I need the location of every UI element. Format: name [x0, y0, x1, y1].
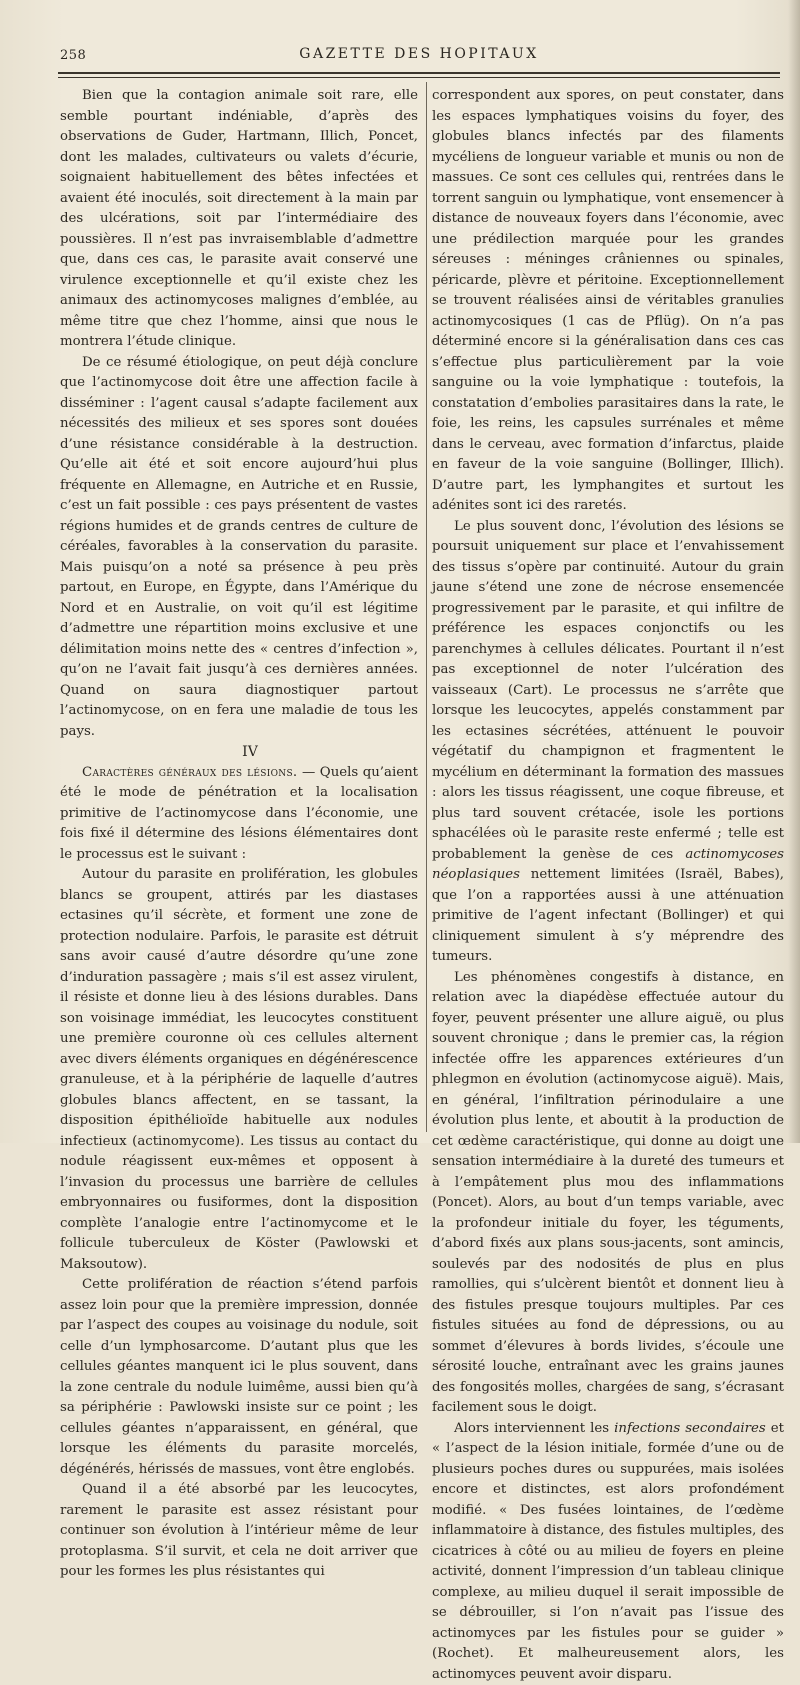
paragraph: Bien que la contagion animale soit rare, elle semble pourtant indéniable, d’après des observations de Guder, Hartmann, Illich, Poncet, dont les malades, cultivateurs ou valets d’écurie, soignaient habituellement des bêtes infectées et avaient été inoculés, soit directement à la main par des ulcérations, soit par l’intermédiaire des poussières. Il n’est pas invraisemblable d’admettre que, dans ces cas, le parasite avait conservé une virulence exceptionnelle et qu’il existe chez les animaux des actinomycoses malignes d’emblée, au même titre que chez l’homme, ainsi que nous le montrera l’étude clinique.	[60, 86, 418, 353]
paragraph-continued: correspondent aux spores, on peut constater, dans les espaces lymphatiques voisins du foyer, des globules blancs infectés par des filaments mycéliens de longueur variable et munis ou non de massues. Ce sont ces cellules qui, rentrées dans le torrent sanguin ou lymphatique, vont ensemencer à distance de nouveaux foyers dans l’économie, avec une prédilection marquée pour les grandes séreuses : méninges crâniennes ou spinales, péricarde, plèvre et péritoine. Exceptionnellement se trouvent réalisées ainsi de véritables granulies actinomycosiques (1 cas de Pflüg). On n’a pas déterminé encore si la généralisation dans ces cas s’effectue plus particulièrement par la voie sanguine ou la voie lymphatique : toutefois, la constatation d’embolies parasitaires dans la rate, le foie, les reins, les capsules surrénales et même dans le cerveau, avec formation d’infarctus, plaide en faveur de la voie sanguine (Bollinger, Illich). D’autre part, les lymphangites et surtout les adénites sont ici des raretés.	[432, 86, 784, 517]
paragraph: Les phénomènes congestifs à distance, en relation avec la diapédèse effectuée autour du foyer, peuvent présenter une allure aiguë, ou plus souvent chronique ; dans le premier cas, la région infectée offre les apparences extérieures d’un phlegmon en évolution (actinomycose aiguë). Mais, en général, l’infiltration périnodulaire a une évolution plus lente, et aboutit à la production de cet œdème caractéristique, qui donne au doigt une sensation intermédiaire à la dureté des tumeurs et à l’empâtement plus mou des inflammations (Poncet). Alors, au bout d’un temps variable, avec la profondeur initiale du foyer, les téguments, d’abord fixés aux plans sous-jacents, sont amincis, soulevés par des nodosités de plus en plus ramollies, qui s’ulcèrent bientôt et donnent lieu à des fistules presque toujours multiples. Par ces fistules situées au fond de dépressions, ou au sommet d’élevures à bords livides, s’écoule une sérosité louche, entraînant avec les grains jaunes des fongosités molles, chargées de sang, s’écrasant facilement sous le doigt.	[432, 968, 784, 1419]
journal-title: GAZETTE DES HOPITAUX	[58, 46, 780, 62]
text-run: nettement limitées (Israël, Babes), que l’on a rapportées aussi à une atténuation primitive de l’agent infectant (Bollinger) et qui cliniquement simulent à s’y méprendre des tumeurs.	[432, 867, 784, 964]
section-intro-text: — Quels qu’aient été le mode de pénétration et la localisation primitive de l’actinomycose dans l’économie, une fois fixé il détermine des lésions élémentaires dont le processus est le suivant :	[60, 765, 418, 862]
section-title: Caractères généraux des lésions.	[82, 765, 297, 780]
paragraph	[432, 517, 784, 968]
section-number: IV	[60, 742, 418, 763]
header-rule-thin	[58, 77, 780, 78]
page-header	[58, 44, 780, 68]
text-run: et « l’aspect de la lésion initiale, formée d’une ou de plusieurs poches dures ou suppurées, mais isolées encore et distinctes, est alors profondément modifié. « Des fusées lointaines, de l’œdème inflammatoire à distance, des fistules multiples, des cicatrices à côté ou au milieu de foyers en pleine activité, donnent l’impression d’un tableau clinique complexe, au milieu duquel il serait impossible de se débrouiller, si l’on n’avait pas l’issue des actinomyces par les fistules pour se guider » (Rochet). Et malheureusement alors, les actinomyces peuvent avoir disparu.	[432, 1421, 784, 1682]
section-heading-paragraph	[60, 763, 418, 866]
page-edge-shadow	[788, 0, 800, 1143]
page-number: 258	[60, 48, 86, 63]
right-column	[432, 86, 784, 1685]
italic-term: actinomycoses néoplasiques	[432, 847, 784, 883]
italic-term: infections secondaires	[614, 1421, 766, 1436]
header-rule-thick	[58, 72, 780, 74]
paragraph: Cette prolifération de réaction s’étend parfois assez loin pour que la première impression, donnée par l’aspect des coupes au voisinage du nodule, soit celle d’un lymphosarcome. D’autant plus que les cellules géantes manquent ici le plus souvent, dans la zone centrale du nodule luimême, aussi bien qu’à sa périphérie : Pawlowski insiste sur ce point ; les cellules géantes n’apparaissent, en général, que lorsque les éléments du parasite morcelés, dégénérés, hérissés de massues, vont être englobés.	[60, 1275, 418, 1480]
text-run: Alors interviennent les	[454, 1421, 614, 1436]
text-run: Le plus souvent donc, l’évolution des lésions se poursuit uniquement sur place et l’envahissement des tissus s’opère par continuité. Autour du grain jaune s’étend une zone de nécrose ensemencée progressivement par le parasite, et qui infiltre de préférence les espaces conjonctifs ou les parenchymes à cellules délicates. Pourtant il n’est pas exceptionnel de noter l’ulcération des vaisseaux (Cart). Le processus ne s’arrête que lorsque les leucocytes, appelés constamment par les ectasines sécrétées, atténuent le pouvoir végétatif du champignon et fragmentent le mycélium en déterminant la formation des massues : alors les tissus réagissent, une coque fibreuse, et plus tard souvent crétacée, isole les portions sphacélées où le parasite reste enfermé ; telle est probablement la genèse de ces	[432, 519, 784, 862]
column-divider	[426, 82, 427, 1132]
paragraph: Autour du parasite en prolifération, les globules blancs se groupent, attirés par les diastases ectasines qu’il sécrète, et forment une zone de protection nodulaire. Parfois, le parasite est détruit sans avoir causé d’autre désordre qu’une zone d’induration passagère ; mais s’il est assez virulent, il résiste et donne lieu à des lésions durables. Dans son voisinage immédiat, les leucocytes constituent une première couronne où ces cellules alternent avec divers éléments organiques en dégénérescence granuleuse, et à la périphérie de laquelle d’autres globules blancs affectent, en se tassant, la disposition épithélioïde habituelle aux nodules infectieux (actinomycome). Les tissus au contact du nodule réagissent eux-mêmes et opposent à l’invasion du processus une barrière de cellules embryonnaires ou fusiformes, dont la disposition complète l’analogie entre l’actinomycome et le follicule tuberculeux de Köster (Pawlowski et Maksoutow).	[60, 865, 418, 1275]
paragraph	[432, 1419, 784, 1685]
left-column	[60, 86, 418, 1583]
paragraph: Quand il a été absorbé par les leucocytes, rarement le parasite est assez résistant pour continuer son évolution à l’intérieur même de leur protoplasma. S’il survit, et cela ne doit arriver que pour les formes les plus résistantes qui	[60, 1480, 418, 1583]
paragraph: De ce résumé étiologique, on peut déjà conclure que l’actinomycose doit être une affection facile à disséminer : l’agent causal s’adapte facilement aux nécessités des milieux et ses spores sont douées d’une résistance considérable à la destruction. Qu’elle ait été et soit encore aujourd’hui plus fréquente en Allemagne, en Autriche et en Russie, c’est un fait possible : ces pays présentent de vastes régions humides et de grands centres de culture de céréales, favorables à la conservation du parasite. Mais puisqu’on a noté sa présence à peu près partout, en Europe, en Égypte, dans l’Amérique du Nord et en Australie, on voit qu’il est légitime d’admettre une répartition moins exclusive et une délimitation moins nette des « centres d’infection », qu’on ne l’avait fait jusqu’à ces dernières années. Quand on saura diagnostiquer partout l’actinomycose, on en fera une maladie de tous les pays.	[60, 353, 418, 743]
